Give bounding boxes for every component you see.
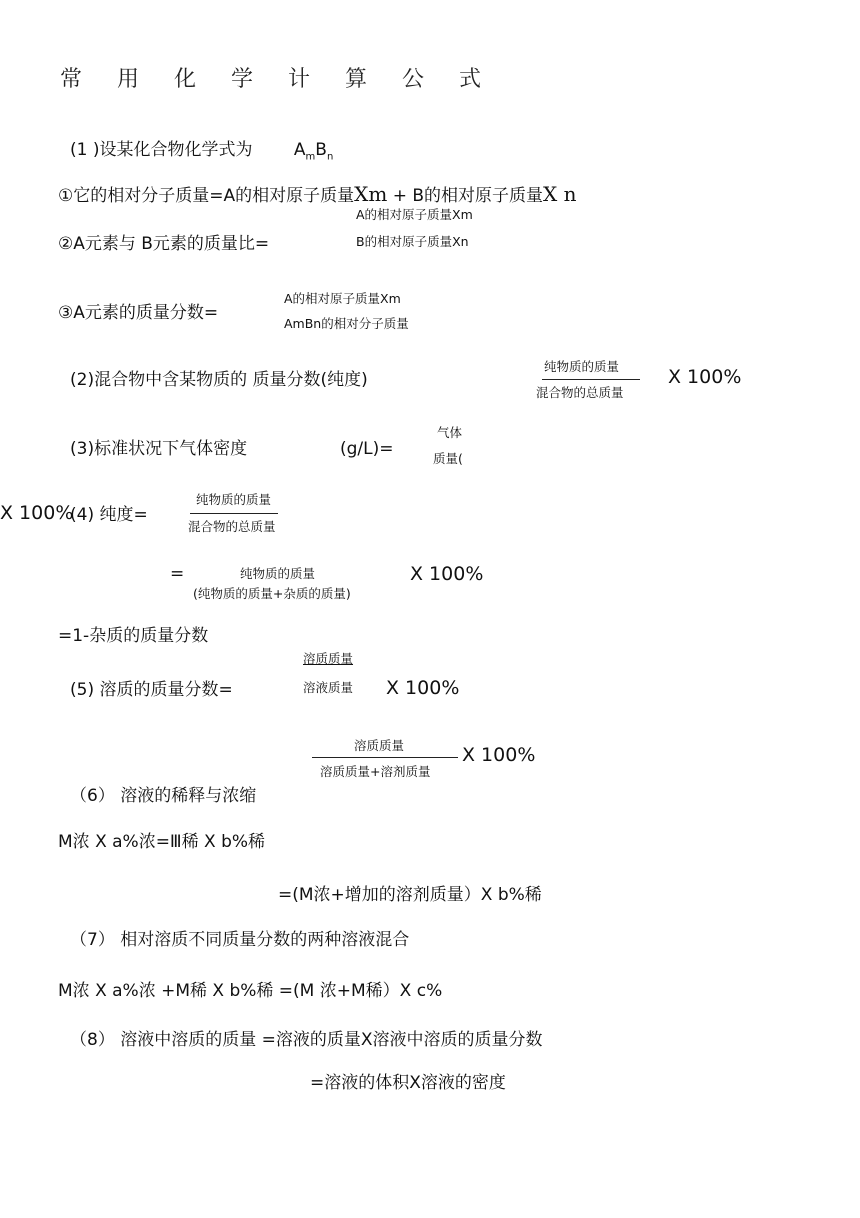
section-2-numerator: 纯物质的质量 <box>544 359 620 374</box>
formula-a: A <box>293 140 306 160</box>
section-7-label: （7） 相对溶质不同质量分数的两种溶液混合 <box>70 930 410 950</box>
ratio-denominator: B的相对原子质量Xn <box>356 234 469 249</box>
section-3-unit: (g/L)= <box>340 439 394 459</box>
section-5-times: X 100% <box>386 677 460 699</box>
section-4-numerator: 纯物质的质量 <box>196 492 272 507</box>
ratio-numerator: A的相对原子质量Xm <box>356 207 473 222</box>
section-3-label: (3)标准状况下气体密度 <box>70 439 248 459</box>
section-4-denominator: 混合物的总质量 <box>188 519 276 534</box>
section-4-label: (4) 纯度= <box>70 505 148 525</box>
section-4-times-2: X 100% <box>410 563 484 585</box>
section-4-numerator-2: 纯物质的质量 <box>240 566 316 581</box>
formula-n: n <box>326 151 334 163</box>
section-5-fraction-bar-2 <box>312 757 458 758</box>
section-2-label: (2)混合物中含某物质的 质量分数(纯度) <box>70 370 368 390</box>
page-title: 常 用 化 学 计 算 公 式 <box>60 67 495 92</box>
section-1-heading <box>70 142 333 162</box>
relative-molecular-mass-line <box>58 184 577 205</box>
rmm-mid: + B的相对原子质量 <box>392 186 544 206</box>
section-5-numerator-2: 溶质质量 <box>354 738 405 753</box>
section-4-lead-times: X 100% <box>0 502 74 524</box>
section-4-denominator-2: (纯物质的质量+杂质的质量) <box>193 586 351 601</box>
section-1-heading-text: (1 )设某化合物化学式为 <box>70 140 253 160</box>
section-5-numerator: 溶质质量 <box>303 651 354 666</box>
section-3-numerator: 气体 <box>437 425 463 440</box>
section-6-label: （6） 溶液的稀释与浓缩 <box>70 786 257 806</box>
section-8-equation: =溶液的体积X溶液的密度 <box>310 1073 506 1093</box>
formula-b: B <box>315 140 327 160</box>
section-3-denominator: 质量( <box>433 451 463 466</box>
mass-ratio-label: ②A元素与 B元素的质量比= <box>58 234 270 254</box>
formula-m: m <box>305 151 316 163</box>
section-7-equation: M浓 X a%浓 +M稀 X b%稀 =(M 浓+M稀）X c% <box>58 981 443 1001</box>
section-8-label: （8） 溶液中溶质的质量 =溶液的质量X溶液中溶质的质量分数 <box>70 1030 543 1050</box>
section-2-denominator: 混合物的总质量 <box>536 385 624 400</box>
section-5-denominator-2: 溶质质量+溶剂质量 <box>320 764 431 779</box>
section-6-equation-2: =(M浓+增加的溶剂质量）X b%稀 <box>278 885 542 905</box>
section-4-alternative: =1-杂质的质量分数 <box>58 626 209 646</box>
section-5-label: (5) 溶质的质量分数= <box>70 680 233 700</box>
section-4-equals: = <box>170 564 185 584</box>
rmm-text: ①它的相对分子质量=A的相对原子质量 <box>58 186 355 206</box>
section-6-equation-1: M浓 X a%浓=Ⅲ稀 X b%稀 <box>58 832 266 852</box>
section-2-times: X 100% <box>668 366 742 388</box>
section-5-denominator: 溶液质量 <box>303 680 354 695</box>
rmm-xn: X n <box>543 182 577 206</box>
mass-fraction-label: ③A元素的质量分数= <box>58 303 219 323</box>
compound-formula <box>293 140 334 163</box>
rmm-xm: Xm <box>354 182 388 206</box>
fraction-denominator: AmBn的相对分子质量 <box>284 316 409 331</box>
section-2-fraction-bar <box>542 379 640 380</box>
section-4-fraction-bar <box>190 513 278 514</box>
fraction-numerator: A的相对原子质量Xm <box>284 291 401 306</box>
section-5-times-2: X 100% <box>462 744 536 766</box>
